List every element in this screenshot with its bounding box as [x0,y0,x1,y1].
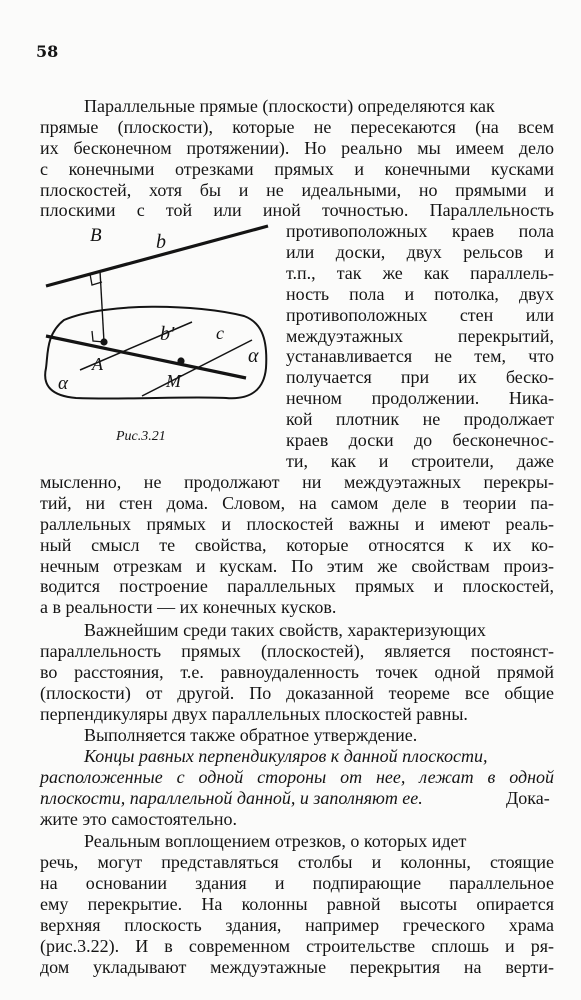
text-line: краев доски до бесконечнос- [286,430,554,450]
text-line: (плоскости) от другой. По доказанной теореме все общие [40,683,554,703]
text-line: кой плотник не продолжает [286,409,554,429]
text-line: ный смысл те свойства, которые относятся к их ко- [40,535,554,555]
point-a [100,338,107,345]
text-line: Важнейшим среди таких свойств, характеризующих [84,620,486,640]
text-line: нечным отрезкам и кускам. По этим же свойствам произ- [40,556,554,576]
text-line: раллельных прямых и плоскостей важны и имеют реаль- [40,514,554,534]
label-B: B [90,225,102,246]
text-line: плоскости, параллельной данной, и заполняют ее. [40,788,423,808]
text-line: их бесконечном протяжении). Но реально мы имеем дело [40,138,554,158]
text-line: перпендикуляры двух параллельных плоскостей равны. [40,704,468,724]
perpendicular-segment [100,271,104,342]
text-line: на основании здания и подпирающие параллельное [40,873,554,893]
text-line: прямые (плоскости), которые не пересекаются (на всем [40,117,554,137]
text-line: междуэтажных перекрытий, [286,326,554,346]
text-line: Параллельные прямые (плоскости) определяются как [84,96,495,116]
text-line: ти, как и строители, даже [286,451,554,471]
text-line: а в реальности — их конечных кусков. [40,597,337,617]
text-line: получается при их беско- [286,367,554,387]
label-b-prime: b' [160,323,175,345]
page-number: 58 [36,42,59,61]
label-alpha-plane: α [58,373,68,394]
text-line: Выполняется также обратное утверждение. [84,725,418,745]
plane-alpha-outline [45,307,266,399]
point-m [177,357,184,364]
text-line: расположенные с одной стороны от нее, лежат в одной [40,767,554,787]
text-line: речь, могут представляться столбы и колонны, стоящие [40,852,554,872]
text-line: водится построение параллельных прямых и плоскостей, [40,576,554,596]
text-line: ность пола и потолка, двух [286,284,554,304]
text-line: противоположных стен или [286,305,554,325]
label-A: A [92,354,103,374]
label-b: b [156,231,166,253]
text-line: Реальным воплощением отрезков, о которых идет [84,831,467,851]
text-line: плоскостей, хотя бы и не идеальными, но прямыми и [40,180,554,200]
text-line: жите это самостоятельно. [40,809,238,829]
label-alpha-line: α [248,345,259,367]
text-line: верхняя плоскость здания, например греческого храма [40,915,554,935]
text-line: или доски, двух рельсов и [286,242,554,262]
text-line: ему перекрытие. На колонны равной высоты опирается [40,894,554,914]
label-M: M [166,371,181,391]
text-line: плоскими с той или иной точностью. Параллельность [40,200,554,220]
text-line: (рис.3.22). И в современном строительстве сплошь и ря- [40,936,554,956]
text-line: нечном продолжении. Ника- [286,388,554,408]
text-line: противоположных краев пола [286,221,554,241]
text-line: во расстояния, т.е. равноудаленность точек одной прямой [40,662,554,682]
text-line: устанавливается не тем, что [286,346,554,366]
text-line: т.п., так же как параллель- [286,263,554,283]
text-line: мысленно, не продолжают ни междуэтажных перекры- [40,472,554,492]
text-line: дом укладывают междуэтажные перекрытия на верти- [40,957,554,977]
text-line: Дока- [506,788,550,808]
line-c [142,340,252,396]
text-line: с конечными отрезками прямых и конечными кусками [40,159,554,179]
figure-caption: Рис.3.21 [116,429,166,444]
text-line: Концы равных перпендикуляров к данной плоскости, [84,746,488,766]
label-c: c [216,323,224,343]
text-line: тий, ни стен дома. Словом, на самом деле в теории па- [40,493,554,513]
text-line: параллельность прямых (плоскостей), является постоянст- [40,641,554,661]
figure-3-21 [36,218,282,424]
